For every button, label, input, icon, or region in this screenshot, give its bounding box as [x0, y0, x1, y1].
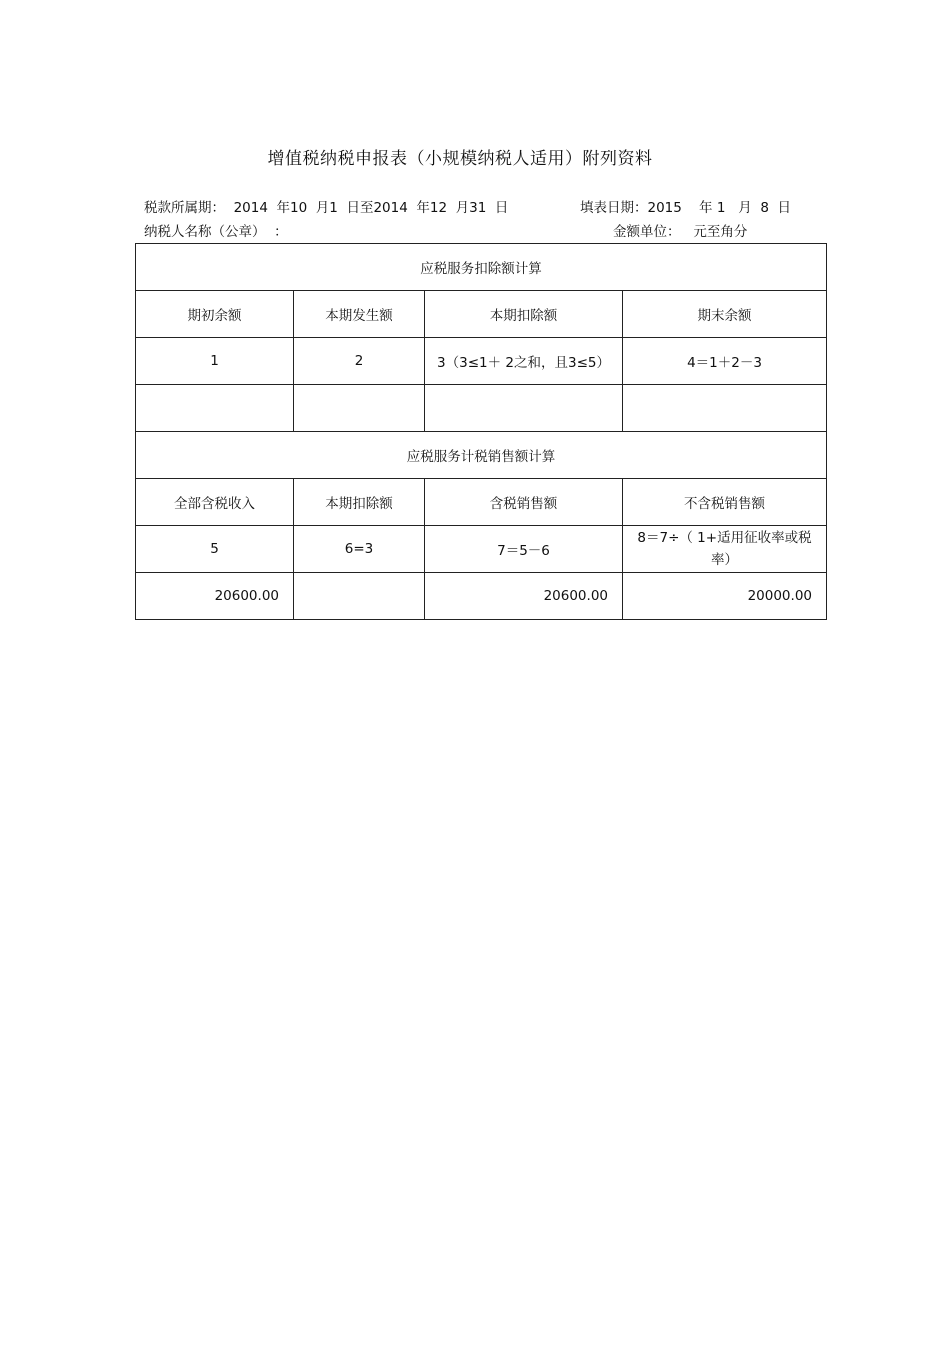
table-row — [136, 338, 827, 385]
value-cell — [136, 385, 294, 432]
section2-heading-row — [136, 432, 827, 479]
table-row — [136, 573, 827, 620]
formula-cell: 7＝5－6 — [425, 526, 623, 573]
attachment-table — [135, 243, 827, 620]
value-cell — [294, 385, 425, 432]
header-untaxed-sales: 不含税销售额 — [623, 479, 827, 526]
section1-heading-row — [136, 244, 827, 291]
formula-cell: 5 — [136, 526, 294, 573]
value-cell: 20600.00 — [136, 573, 294, 620]
formula-cell: 8＝7÷（ 1+适用征收率或税率） — [623, 526, 827, 573]
formula-cell: 6=3 — [294, 526, 425, 573]
header-current-deduction: 本期扣除额 — [294, 479, 425, 526]
tax-period: 税款所属期： 2014 年10 月1 日至2014 年12 月31 日 — [144, 200, 509, 216]
header-total-taxed-income: 全部含税收入 — [136, 479, 294, 526]
table-row — [136, 291, 827, 338]
section1-heading: 应税服务扣除额计算 — [136, 244, 827, 291]
value-cell — [294, 573, 425, 620]
value-cell — [425, 385, 623, 432]
value-cell — [623, 385, 827, 432]
formula-cell: 4＝1＋2－3 — [623, 338, 827, 385]
section2-heading: 应税服务计税销售额计算 — [136, 432, 827, 479]
fill-date: 填表日期：2015 年 1 月 8 日 — [580, 200, 792, 216]
header-closing-balance: 期末余额 — [623, 291, 827, 338]
header-current-deduction: 本期扣除额 — [425, 291, 623, 338]
header-taxed-sales: 含税销售额 — [425, 479, 623, 526]
formula-cell: 1 — [136, 338, 294, 385]
amount-unit: 金额单位： 元至角分 — [613, 224, 748, 240]
table-row — [136, 479, 827, 526]
header-opening-balance: 期初余额 — [136, 291, 294, 338]
formula-cell: 2 — [294, 338, 425, 385]
taxpayer-name: 纳税人名称（公章） ： — [144, 224, 288, 240]
value-cell: 20000.00 — [623, 573, 827, 620]
table-row — [136, 526, 827, 573]
table-row — [136, 385, 827, 432]
formula-cell: 3（3≤1＋ 2之和，且3≤5） — [425, 338, 623, 385]
header-current-amount: 本期发生额 — [294, 291, 425, 338]
form-title: 增值税纳税申报表（小规模纳税人适用）附列资料 — [267, 149, 653, 169]
value-cell: 20600.00 — [425, 573, 623, 620]
